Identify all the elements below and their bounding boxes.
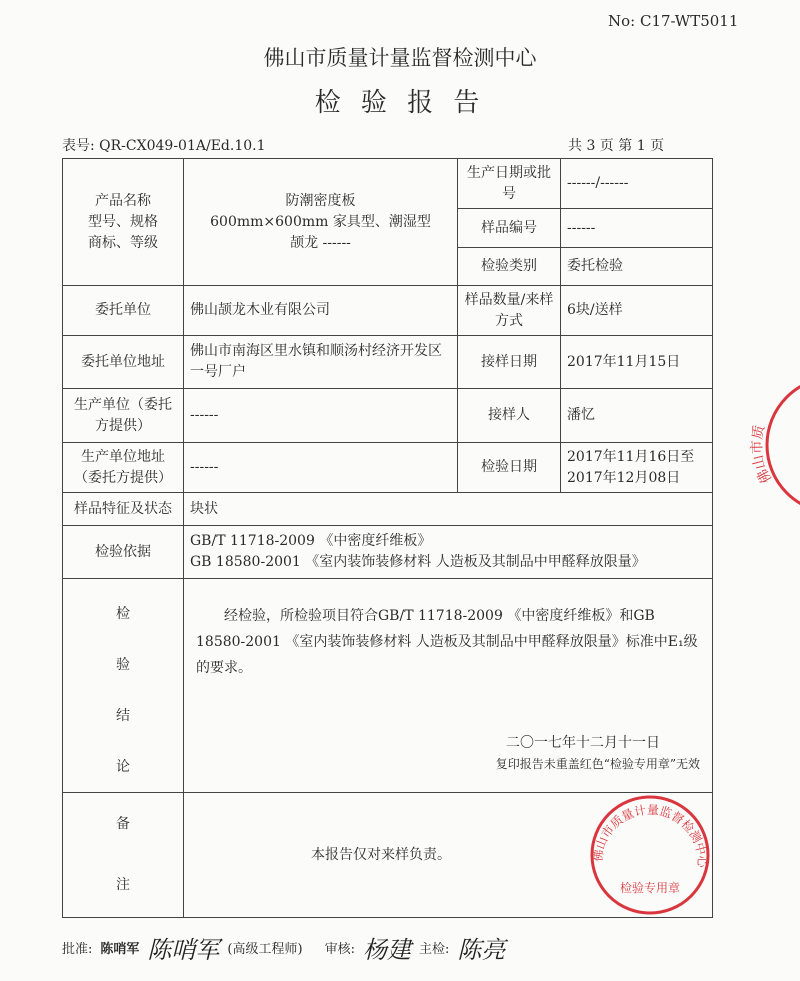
product-label: 产品名称 型号、规格 商标、等级 [63,159,184,286]
conclusion-date: 二〇一七年十二月十一日 [506,735,660,751]
approver-name: 陈哨军 [100,942,140,957]
remark-label: 备 注 [63,793,184,918]
maker-addr-value: ------ [184,443,458,493]
basis-value: GB/T 11718-2009 《中密度纤维板》 GB 18580-2001 《室内装饰装修材料 人造板及其制品中甲醛释放限量》 [184,526,713,579]
feature-label: 样品特征及状态 [63,493,184,526]
side-seal [749,377,800,513]
prod-date-label: 生产日期或批号 [458,159,561,209]
sample-no-value: ------ [561,209,713,248]
product-value: 防潮密度板 600mm×600mm 家具型、潮湿型 颉龙 ------ [184,159,458,286]
client-label: 委托单位 [63,286,184,336]
test-date-value: 2017年11月16日至2017年12月08日 [561,443,713,493]
client-addr-label: 委托单位地址 [63,336,184,389]
conclusion-cell [184,579,713,793]
maker-label: 生产单位（委托方提供） [63,389,184,443]
recv-date-label: 接样日期 [458,336,561,389]
receiver-label: 接样人 [458,389,561,443]
category-value: 委托检验 [561,248,713,286]
client-value: 佛山颉龙木业有限公司 [184,286,458,336]
side-seal-text: 佛山市质 [749,423,776,486]
test-date-label: 检验日期 [458,443,561,493]
prod-date-value: ------/------ [561,159,713,209]
reviewer-signature: 杨建 [362,936,411,964]
maker-addr-label: 生产单位地址（委托方提供） [63,443,184,493]
inspector-label: 主检: [418,942,450,957]
report-table [62,158,713,918]
maker-value: ------ [184,389,458,443]
client-addr-value: 佛山市南海区里水镇和顺汤村经济开发区一号厂户 [184,336,458,389]
official-seal-subtext: 检验专用章 [619,881,681,895]
remark-value: 本报告仅对来样负责。 [184,793,713,918]
qty-label: 样品数量/来样方式 [458,286,561,336]
report-number: No: C17-WT5011 [608,12,739,30]
approver-signature: 陈哨军 [147,936,220,964]
inspector-signature: 陈亮 [457,936,506,964]
recv-date-value: 2017年11月15日 [561,336,713,389]
signature-line [62,930,505,965]
form-number: 表号: QR-CX049-01A/Ed.10.1 [62,138,266,154]
svg-text:佛山市质 [749,424,775,486]
approve-label: 批准: [62,942,93,957]
report-title: 检 验 报 告 [314,88,486,118]
review-label: 审核: [324,942,355,957]
organization-name: 佛山市质量计量监督检测中心 [263,46,537,70]
receiver-value: 潘忆 [561,389,713,443]
conclusion-text: 经检验，所检验项目符合GB/T 11718-2009 《中密度纤维板》和GB 18580-2001 《室内装饰装修材料 人造板及其制品中甲醛释放限量》标准中E₁级的要求。 [196,608,698,676]
sample-no-label: 样品编号 [458,209,561,248]
category-label: 检验类别 [458,248,561,286]
page-count: 共 3 页 第 1 页 [568,138,665,154]
qty-value: 6块/送样 [561,286,713,336]
approver-title: (高级工程师) [227,942,303,957]
conclusion-note: 复印报告未重盖红色“检验专用章”无效 [495,757,700,771]
conclusion-label: 检 验 结 论 [63,579,184,793]
basis-label: 检验依据 [63,526,184,579]
official-seal-text: 佛山市质量计量监督检测中心 [590,802,710,868]
feature-value: 块状 [184,493,713,526]
